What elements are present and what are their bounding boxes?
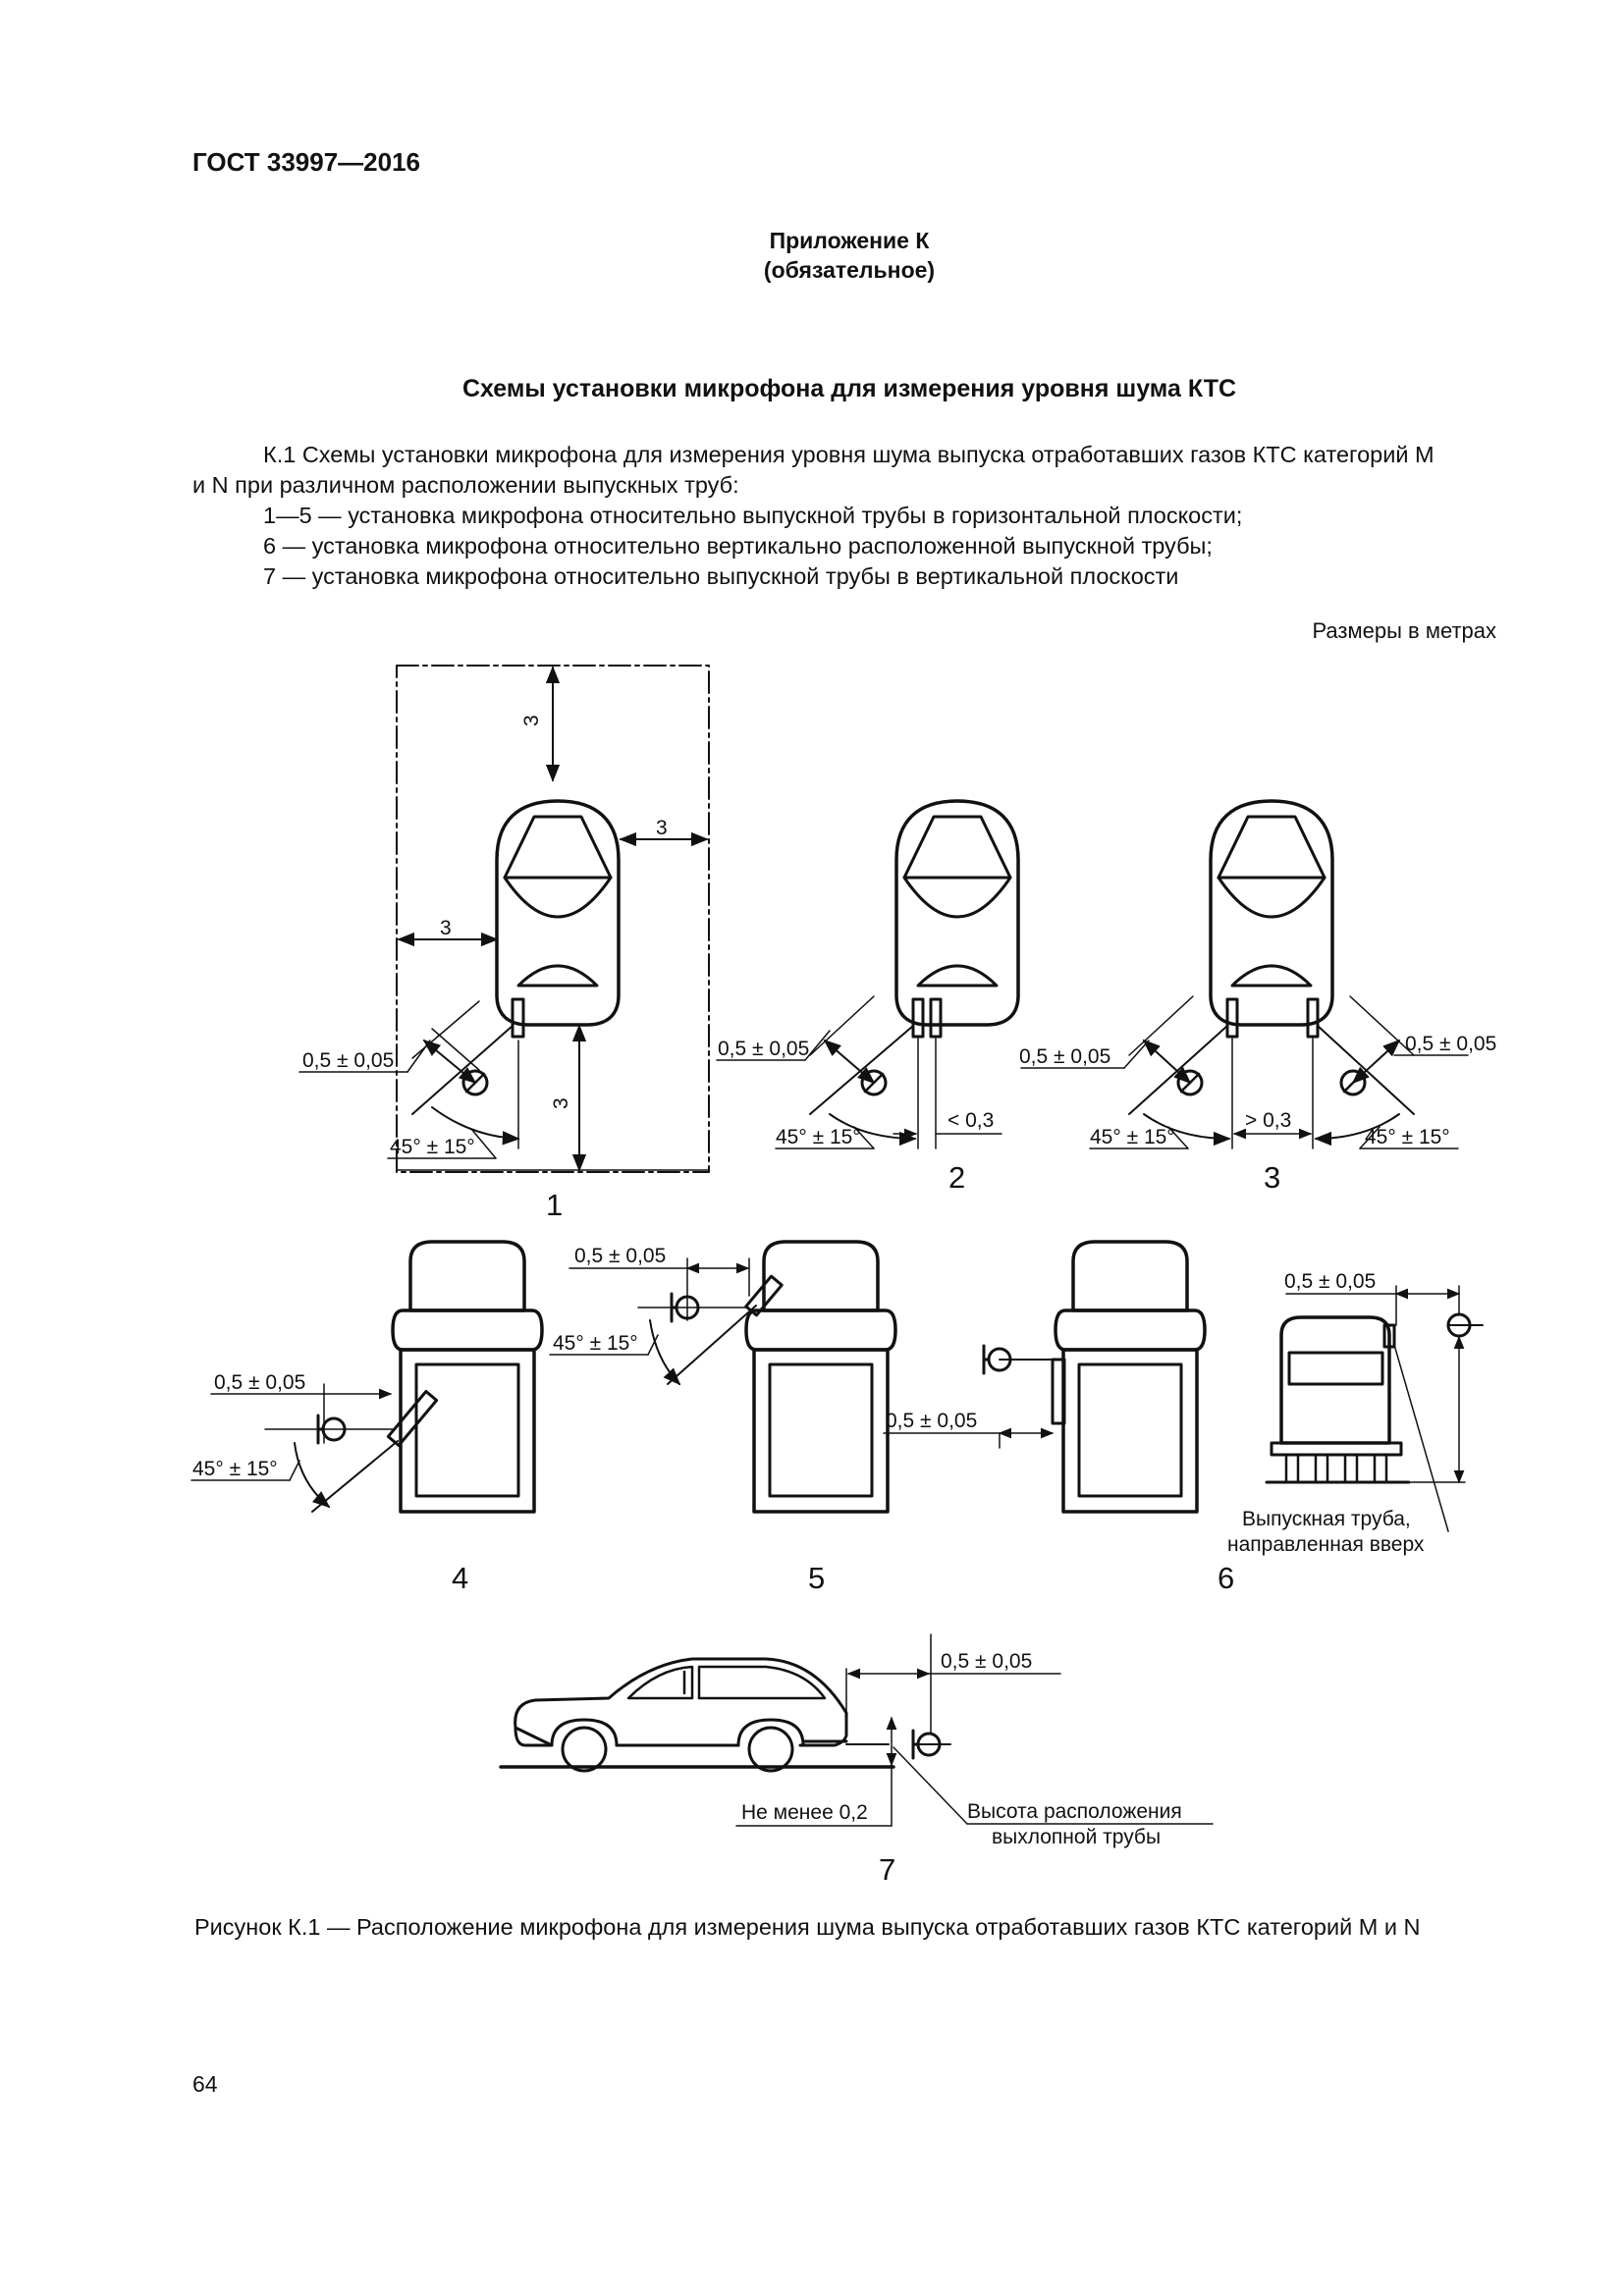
intro-line-1: К.1 Схемы установки микрофона для измерения уровня шума выпуска отработавших газов КТС категорий М — [263, 442, 1435, 467]
section-title: Схемы установки микрофона для измерения уровня шума КТС — [461, 375, 1237, 402]
dim-3-left: 3 — [440, 917, 452, 939]
dim-3-right: 3 — [656, 817, 668, 839]
angle-p3-left: 45° ± 15° — [1090, 1126, 1175, 1148]
document-code: ГОСТ 33997—2016 — [192, 147, 420, 177]
dim-3-rear: 3 — [550, 1097, 572, 1109]
panel-number-2: 2 — [948, 1160, 966, 1195]
angle-p4: 45° ± 15° — [192, 1458, 278, 1480]
intro-line-2: и N при различном расположении выпускных труб: — [192, 472, 739, 498]
dim-05-p4: 0,5 ± 0,05 — [214, 1371, 306, 1394]
diagram-panel-5 — [550, 1242, 895, 1512]
panel-number-3: 3 — [1264, 1160, 1281, 1195]
intro-item-2: 6 — установка микрофона относительно вертикально расположенной выпускной трубы; — [263, 533, 1213, 559]
panel-number-4: 4 — [452, 1561, 469, 1595]
label-pipe-height-2: выхлопной трубы — [992, 1826, 1162, 1848]
angle-p2: 45° ± 15° — [776, 1126, 861, 1148]
units-note: Размеры в метрах — [1312, 618, 1496, 643]
panel-number-7: 7 — [879, 1852, 896, 1887]
panel-number-5: 5 — [808, 1561, 826, 1595]
dim-05-p1: 0,5 ± 0,05 — [302, 1049, 395, 1072]
annex-title: Приложение К — [769, 228, 930, 253]
diagram-panel-5b — [884, 1242, 1205, 1512]
figure-caption: Рисунок К.1 — Расположение микрофона для измерения шума выпуска отработавших газов КТС категорий М и N — [194, 1914, 1421, 1940]
dim-05-p7: 0,5 ± 0,05 — [941, 1650, 1033, 1673]
panel-number-1: 1 — [546, 1188, 564, 1222]
dim-05-p5b: 0,5 ± 0,05 — [886, 1410, 978, 1432]
panel-number-6: 6 — [1218, 1561, 1235, 1595]
diagram-panel-1 — [299, 666, 709, 1172]
diagram-panel-6 — [1267, 1286, 1483, 1531]
label-min-height: Не менее 0,2 — [741, 1801, 868, 1824]
dim-less-03: < 0,3 — [947, 1109, 995, 1132]
page-number: 64 — [192, 2071, 218, 2097]
dim-05-p3-right: 0,5 ± 0,05 — [1405, 1033, 1497, 1055]
diagram-panel-2 — [717, 801, 1018, 1148]
angle-p5: 45° ± 15° — [553, 1332, 638, 1355]
label-pipe-height-1: Высота расположения — [967, 1800, 1182, 1823]
dim-3-front: 3 — [520, 715, 543, 726]
angle-p1: 45° ± 15° — [390, 1136, 475, 1158]
dim-05-p5: 0,5 ± 0,05 — [574, 1245, 667, 1267]
dim-05-p6: 0,5 ± 0,05 — [1284, 1270, 1377, 1293]
label-pipe-up-2: направленная вверх — [1227, 1533, 1425, 1556]
diagram-panel-3 — [1021, 801, 1468, 1148]
intro-item-3: 7 — установка микрофона относительно выпускной трубы в вертикальной плоскости — [263, 563, 1179, 589]
annex-status: (обязательное) — [763, 257, 936, 283]
intro-item-1: 1—5 — установка микрофона относительно выпускной трубы в горизонтальной плоскости; — [263, 503, 1243, 528]
dim-05-p3-left: 0,5 ± 0,05 — [1019, 1045, 1111, 1068]
dim-more-03: > 0,3 — [1245, 1109, 1292, 1132]
label-pipe-up-1: Выпускная труба, — [1242, 1508, 1411, 1530]
angle-p3-right: 45° ± 15° — [1365, 1126, 1450, 1148]
dim-05-p2: 0,5 ± 0,05 — [718, 1038, 810, 1060]
diagram-panel-7 — [501, 1634, 1213, 1826]
